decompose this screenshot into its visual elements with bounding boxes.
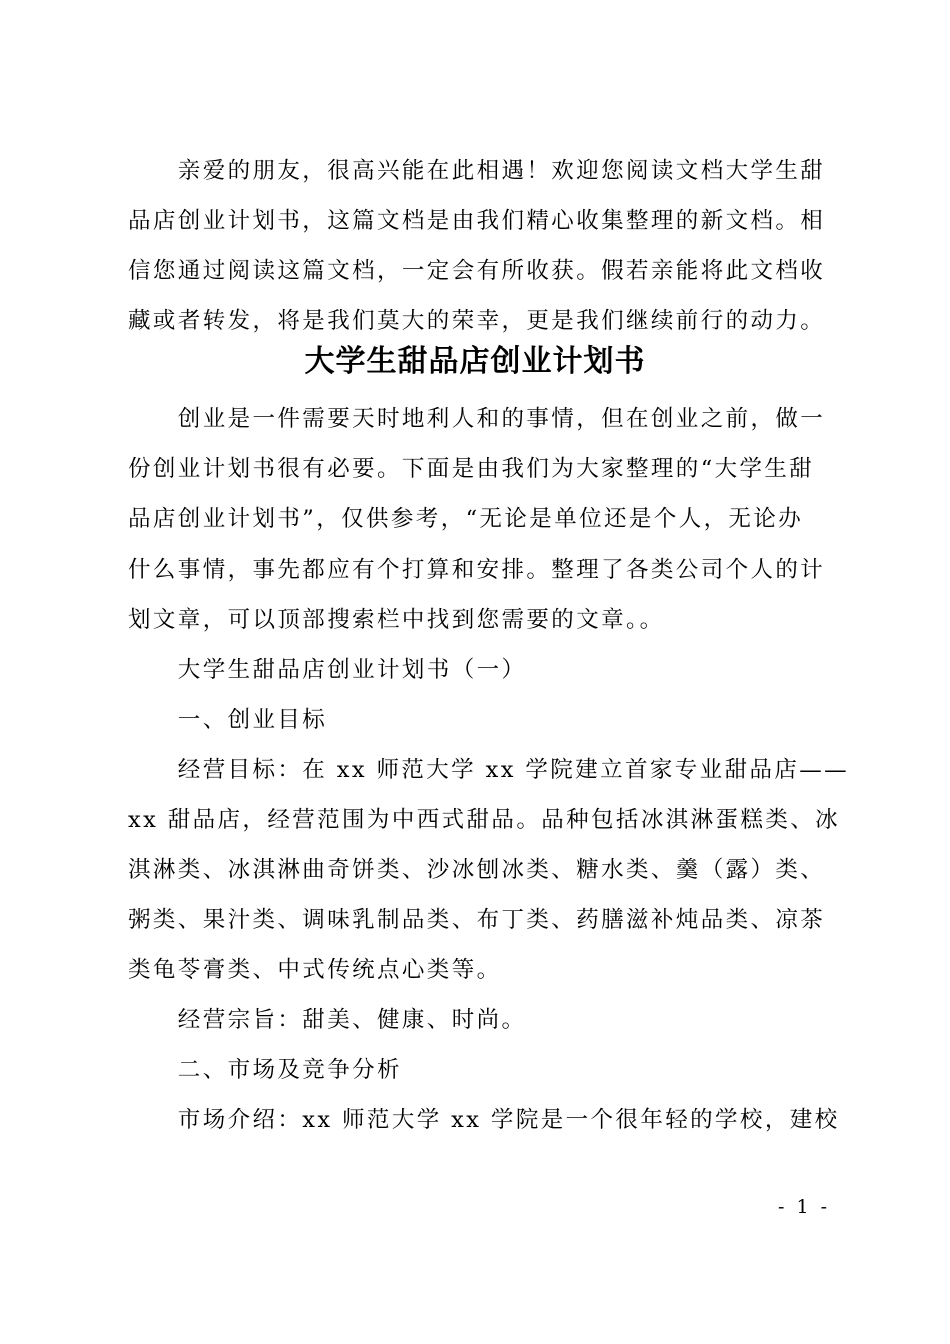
body-line: 创业是一件需要天时地利人和的事情，但在创业之前，做一 bbox=[128, 406, 826, 432]
body-line: 划文章，可以顶部搜索栏中找到您需要的文章。。 bbox=[128, 607, 665, 633]
body-line: xx 甜品店，经营范围为中西式甜品。品种包括冰淇淋蛋糕类、冰 bbox=[128, 807, 841, 833]
intro-line: 藏或者转发，将是我们莫大的荣幸，更是我们继续前行的动力。 bbox=[128, 308, 826, 334]
page-number: - 1 - bbox=[778, 1196, 831, 1218]
document-title: 大学生甜品店创业计划书 bbox=[304, 344, 646, 379]
section-heading: 二、市场及竞争分析 bbox=[128, 1057, 402, 1083]
intro-line: 亲爱的朋友，很高兴能在此相遇！欢迎您阅读文档大学生甜 bbox=[128, 158, 826, 184]
intro-line: 信您通过阅读这篇文档，一定会有所收获。假若亲能将此文档收 bbox=[128, 258, 826, 284]
body-line: 淇淋类、冰淇淋曲奇饼类、沙冰刨冰类、糖水类、羹（露）类、 bbox=[128, 857, 826, 883]
body-line: 什么事情，事先都应有个打算和安排。整理了各类公司个人的计 bbox=[128, 557, 826, 583]
section-heading: 大学生甜品店创业计划书（一） bbox=[128, 657, 527, 683]
body-line: 经营目标：在 xx 师范大学 xx 学院建立首家专业甜品店—— bbox=[128, 757, 850, 783]
body-line: 市场介绍：xx 师范大学 xx 学院是一个很年轻的学校，建校 bbox=[128, 1107, 840, 1133]
intro-line: 品店创业计划书，这篇文档是由我们精心收集整理的新文档。相 bbox=[128, 208, 826, 234]
body-line: 经营宗旨：甜美、健康、时尚。 bbox=[128, 1007, 527, 1033]
body-line: 类龟苓膏类、中式传统点心类等。 bbox=[128, 957, 502, 983]
body-line: 粥类、果汁类、调味乳制品类、布丁类、药膳滋补炖品类、凉茶 bbox=[128, 907, 826, 933]
body-line: 品店创业计划书”，仅供参考，“无论是单位还是个人，无论办 bbox=[128, 506, 804, 532]
body-line: 份创业计划书很有必要。下面是由我们为大家整理的“大学生甜 bbox=[128, 456, 815, 482]
section-heading: 一、创业目标 bbox=[128, 707, 328, 733]
